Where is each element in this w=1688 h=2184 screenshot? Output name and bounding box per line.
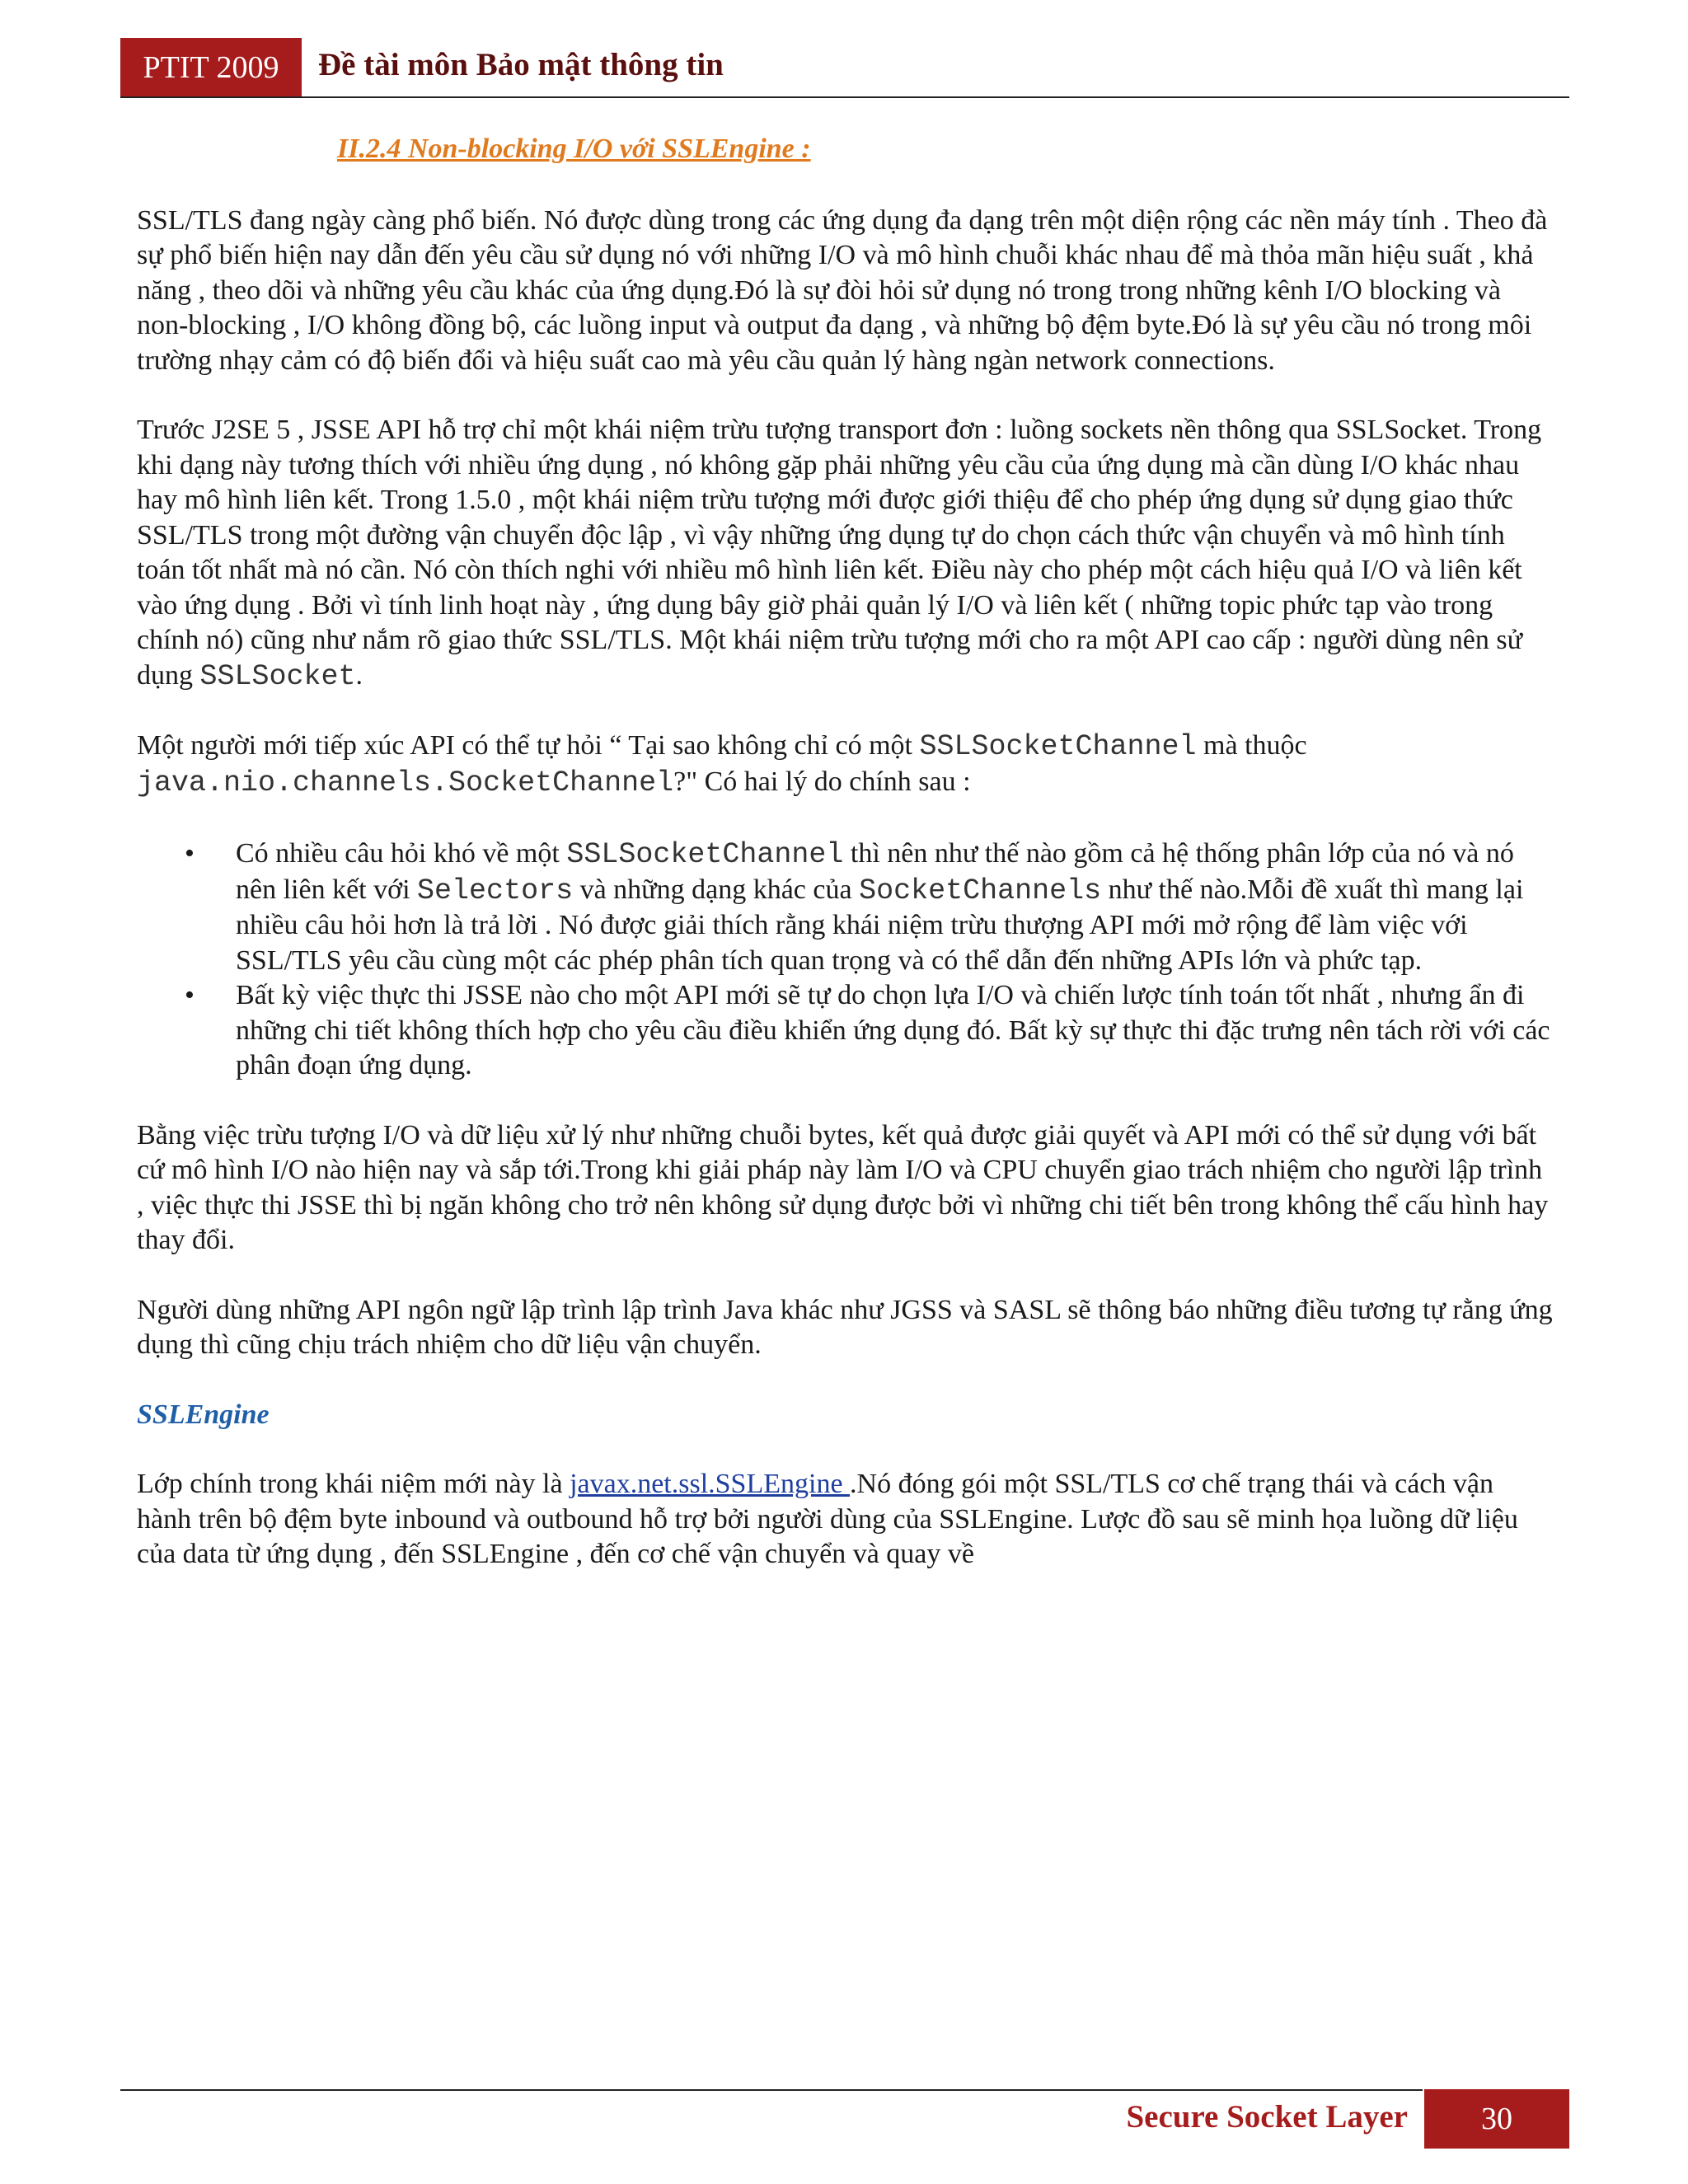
- paragraph-2-end: .: [355, 659, 363, 691]
- paragraph-1: SSL/TLS đang ngày càng phổ biến. Nó được dùng trong các ứng dụng đa dạng trên một diện rộng các nền máy tính . Theo đà sự phổ biến hiện nay dẫn đến yêu cầu sử dụng nó với những I/O và mô hình chuỗi khác nhau để mà thỏa mãn hiệu suất , khả năng , theo dõi và những yêu cầu khác của ứng dụng.Đó là sự đòi hỏi sử dụng nó trong trong những kênh I/O blocking và non-blocking , I/O không đồng bộ, các luồng input và output đa dạng , và những bộ đệm byte.Đó là sự yêu cầu nó trong môi trường nhạy cảm có độ biến đổi và hiệu suất cao mà yêu cầu quản lý hàng ngàn network connections.: [137, 204, 1548, 376]
- footer-divider: [120, 2089, 1423, 2091]
- bullet-1-c: và những dạng khác của: [573, 874, 860, 905]
- reasons-list: [137, 837, 1554, 1084]
- bullet-1-a: Có nhiều câu hỏi khó về một: [236, 838, 567, 869]
- sslengine-link[interactable]: javax.net.ssl.SSLEngine: [570, 1469, 851, 1499]
- paragraph-6-a: Lớp chính trong khái niệm mới này là: [137, 1469, 570, 1499]
- code-sslsocketchannel-2: SSLSocketChannel: [566, 838, 844, 871]
- paragraph-3-a: Một người mới tiếp xúc API có thể tự hỏi “ Tại sao không chỉ có một: [137, 730, 920, 761]
- subheading-sslengine: SSLEngine: [137, 1399, 270, 1430]
- code-sslsocket: SSLSocket: [199, 659, 356, 693]
- code-sslsocketchannel: SSLSocketChannel: [919, 730, 1197, 763]
- list-item: • Bất kỳ việc thực thi JSSE nào cho một API mới sẽ tự do chọn lựa I/O và chiến lược tính toán tốt nhất , nhưng ẩn đi những chi tiết không thích hợp cho yêu cầu điều khiển ứng dụng đó. Bất kỳ sự thực thi đặc trưng nên tách rời với các phân đoạn ứng dụng.: [236, 978, 1554, 1084]
- paragraph-3-b: mà thuộc: [1196, 730, 1307, 761]
- bullet-1-d: như thế nào.Mỗi đề xuất thì mang lại nhiều câu hỏi hơn là trả lời . Nó được giải thích rằng khái niệm trừu thượng API mới mở rộng để làm việc với SSL/TLS yêu cầu cùng một các phép phân tích quan trọng và có thể dẫn đến những APIs lớn và phức tạp.: [236, 874, 1524, 976]
- document-body: [137, 132, 1554, 1607]
- code-socketchannel: java.nio.channels.SocketChannel: [137, 766, 674, 799]
- header-divider: [120, 96, 1569, 98]
- paragraph-2: [137, 413, 1554, 694]
- paragraph-3: [137, 729, 1554, 800]
- paragraph-2-text: Trước J2SE 5 , JSSE API hỗ trợ chỉ một khái niệm trừu tượng transport đơn : luồng sockets nền thông qua SSLSocket. Trong khi dạng này tương thích với nhiều ứng dụng , nó không gặp phải những yêu cầu của ứng dụng mà cần dùng I/O khác nhau hay mô hình liên kết. Trong 1.5.0 , một khái niệm trừu tượng mới được giới thiệu để cho phép ứng dụng sử dụng giao thức SSL/TLS trong một đường vận chuyển độc lập , vì vậy những ứng dụng tự do chọn cách thức vận chuyển và mô hình tính toán tốt nhất mà nó cần. Nó còn thích nghi với nhiều mô hình liên kết. Điều này cho phép một cách hiệu quả I/O và liên kết vào ứng dụng . Bởi vì tính linh hoạt này , ứng dụng bây giờ phải quản lý I/O và liên kết ( những topic phức tạp vào trong chính nó) cũng như nắm rõ giao thức SSL/TLS. Một khái niệm trừu tượng mới cho ra một API cao cấp : người dùng nên sử dụng: [137, 415, 1542, 691]
- paragraph-4: Bằng việc trừu tượng I/O và dữ liệu xử lý như những chuỗi bytes, kết quả được giải quyết và API mới có thể sử dụng với bất cứ mô hình I/O nào hiện nay và sắp tới.Trong khi giải pháp này làm I/O và CPU chuyển giao trách nhiệm cho người lập trình , việc thực thi JSSE thì bị ngăn không cho trở nên không sử dụng được bởi vì những chi tiết bên trong không thể cấu hình hay thay đổi.: [137, 1119, 1549, 1255]
- paragraph-6-b: .Nó đóng gói một SSL/TLS cơ chế trạng thái và cách vận hành trên bộ đệm byte inbound và outbound hỗ trợ bởi người dùng của SSLEngine. Lược đồ sau sẽ minh họa luồng dữ liệu của data từ ứng dụng , đến SSLEngine , đến cơ chế vận chuyển và quay về: [137, 1469, 1518, 1569]
- footer-title: Secure Socket Layer: [1126, 2099, 1408, 2135]
- paragraph-3-c: ?" Có hai lý do chính sau :: [673, 766, 971, 797]
- code-socketchannels: SocketChannels: [859, 874, 1102, 907]
- header-title: Đề tài môn Bảo mật thông tin: [318, 47, 724, 82]
- page-number: 30: [1424, 2089, 1569, 2149]
- code-selectors: Selectors: [417, 874, 574, 907]
- paragraph-5: Người dùng những API ngôn ngữ lập trình lập trình Java khác như JGSS và SASL sẽ thông báo những điều tương tự rằng ứng dụng thì cũng chịu trách nhiệm cho dữ liệu vận chuyển.: [137, 1294, 1553, 1360]
- bullet-1-b: thì nên như thế nào gồm cả hệ thống phân lớp của nó và nó nên liên kết với: [236, 838, 1514, 905]
- section-heading: II.2.4 Non-blocking I/O với SSLEngine :: [337, 134, 811, 164]
- paragraph-6: [137, 1467, 1554, 1572]
- list-item: [236, 837, 1554, 978]
- header-badge: PTIT 2009: [120, 38, 302, 97]
